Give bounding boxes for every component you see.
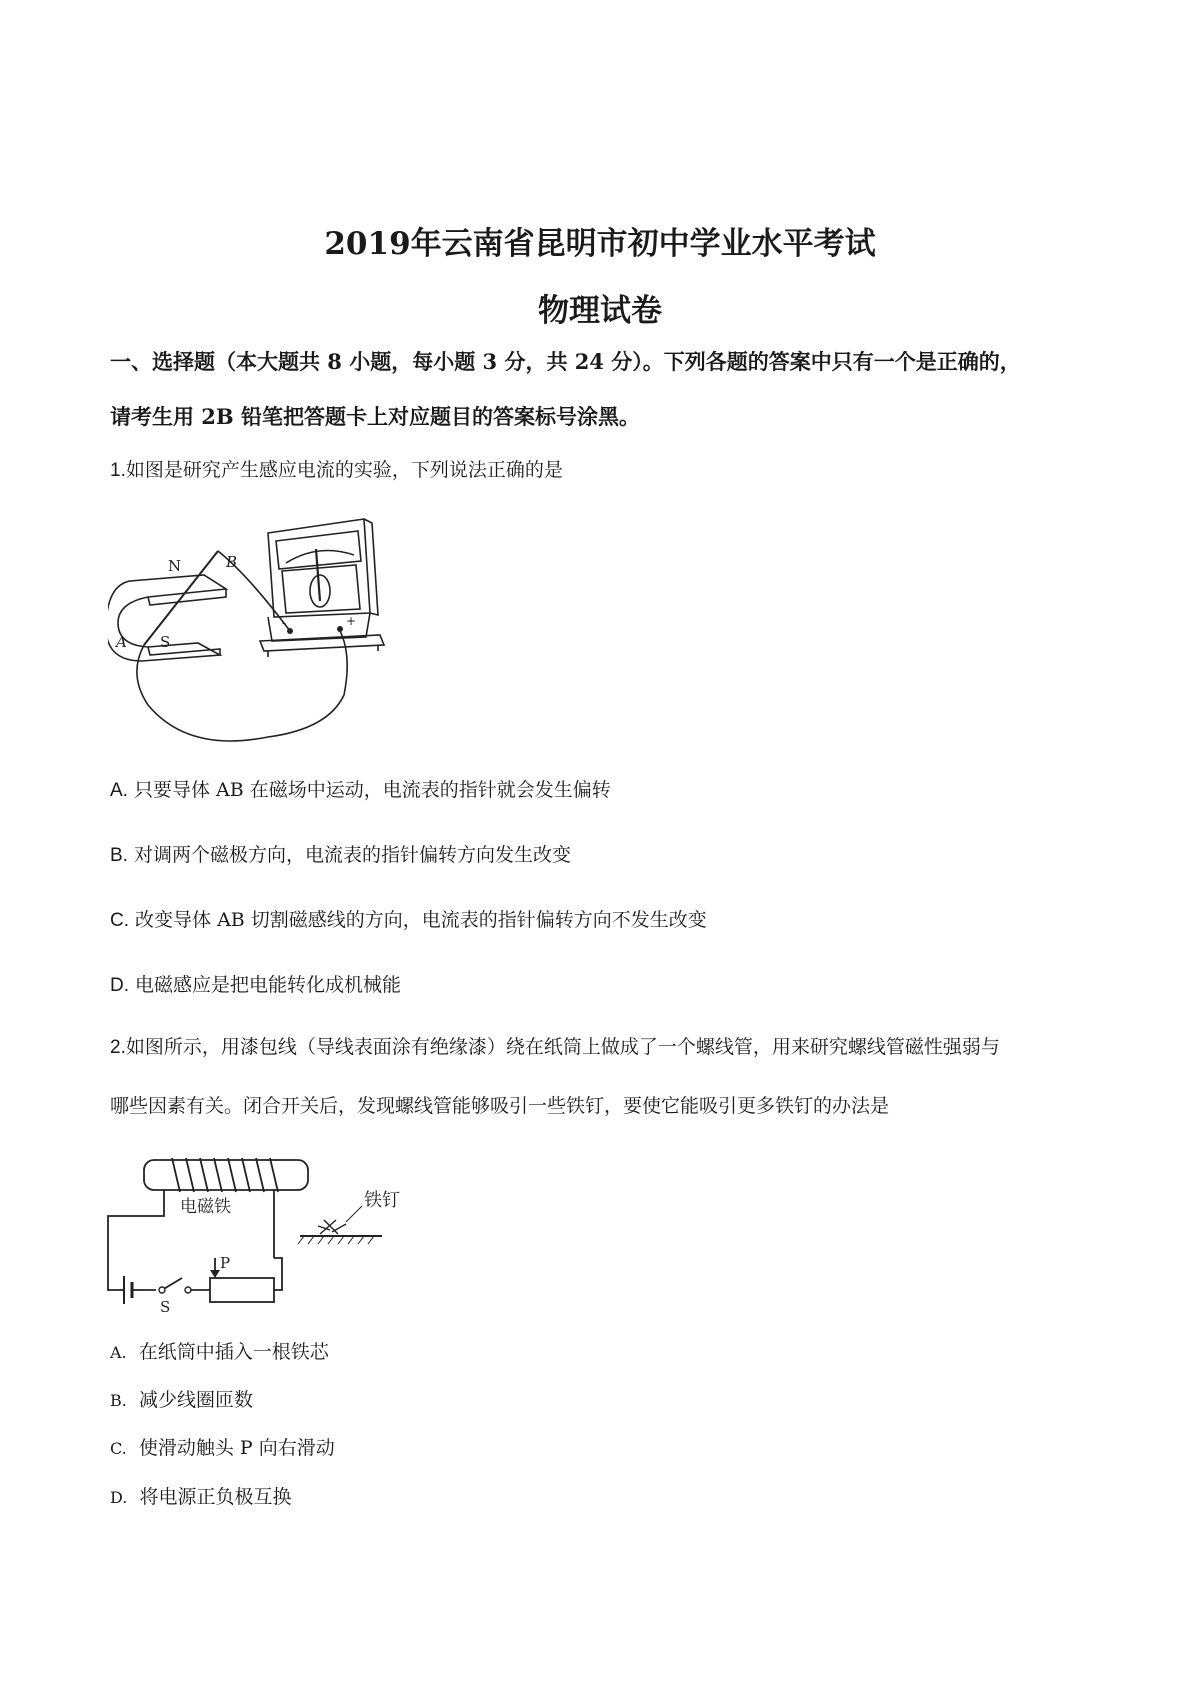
- rheostat: [210, 1278, 274, 1302]
- option-letter: D.: [110, 975, 129, 996]
- switch-contact: [185, 1287, 191, 1293]
- galvanometer-window: [282, 565, 360, 613]
- iron-nails: [318, 1220, 346, 1234]
- nail-label-leader: [346, 1206, 362, 1222]
- wire-left: [108, 1190, 164, 1290]
- exam-subtitle: 物理试卷: [538, 293, 662, 329]
- question-1-figure: [108, 505, 428, 760]
- nail-label: 铁钉: [364, 1190, 400, 1211]
- wire-rheostat-loop: [274, 1258, 282, 1290]
- table-hatching: [298, 1236, 374, 1244]
- solenoid-coil-turns: [172, 1158, 278, 1192]
- galvanometer-scale-arc: [286, 551, 354, 564]
- question-2-stem-line-2: 哪些因素有关。闭合开关后，发现螺线管能够吸引一些铁钉，要使它能吸引更多铁钉的办法是: [110, 1095, 890, 1117]
- question-2-number: 2.: [110, 1037, 126, 1058]
- question-1-number: 1.: [110, 460, 126, 481]
- question-2-option-a: [110, 1337, 329, 1364]
- meter-terminal-plus: [337, 626, 343, 632]
- section-instructions-line-1: 一、选择题（本大题共 8 小题，每小题 3 分，共 24 分）。下列各题的答案中只有一个是正确的，: [110, 349, 1021, 374]
- option-letter: C.: [110, 910, 129, 931]
- question-1-option-a: [110, 775, 611, 802]
- option-letter: A.: [110, 1343, 127, 1362]
- meter-label-minus: -: [282, 616, 287, 630]
- induction-apparatus-diagram: [108, 505, 428, 760]
- option-text: 只要导体 AB 在磁场中运动，电流表的指针就会发生偏转: [134, 779, 611, 801]
- solenoid-tube: [144, 1160, 308, 1190]
- option-letter: A.: [110, 780, 128, 801]
- switch-label-s: S: [160, 1298, 171, 1315]
- magnet-pole-s: S: [160, 633, 171, 651]
- galvanometer-case-side: [364, 519, 378, 615]
- option-letter: B.: [110, 845, 128, 866]
- question-2-option-d: [110, 1482, 291, 1509]
- option-text: 电磁感应是把电能转化成机械能: [135, 974, 402, 996]
- galvanometer-scale: [276, 531, 361, 569]
- question-2-option-c: [110, 1433, 335, 1460]
- conductor-label-b: B: [226, 553, 238, 571]
- meter-label-plus: +: [346, 614, 357, 628]
- switch-pivot: [159, 1287, 165, 1293]
- question-1-option-c: [110, 905, 707, 932]
- option-text: 将电源正负极互换: [139, 1486, 292, 1508]
- option-text: 对调两个磁极方向，电流表的指针偏转方向发生改变: [134, 844, 572, 866]
- conductor-label-a: A: [116, 633, 127, 651]
- option-letter: D.: [110, 1488, 128, 1507]
- question-1-text: 如图是研究产生感应电流的实验，下列说法正确的是: [125, 459, 563, 481]
- question-2-figure: [100, 1140, 430, 1315]
- option-text: 使滑动触头 P 向右滑动: [138, 1437, 335, 1459]
- question-2-text-1: 如图所示，用漆包线（导线表面涂有绝缘漆）绕在纸筒上做成了一个螺线管，用来研究螺线管磁性强弱与: [125, 1036, 1000, 1058]
- option-text: 减少线圈匝数: [138, 1389, 253, 1411]
- question-1-stem: [110, 455, 563, 482]
- question-2-option-b: [110, 1385, 253, 1412]
- slider-label-p: P: [220, 1254, 231, 1272]
- magnet-pole-n: N: [168, 557, 182, 575]
- question-2-stem-line-1: [110, 1032, 1000, 1059]
- option-text: 在纸筒中插入一根铁芯: [138, 1341, 329, 1363]
- option-letter: C.: [110, 1439, 127, 1458]
- exam-title: 2019年云南省昆明市初中学业水平考试: [324, 226, 876, 262]
- option-text: 改变导体 AB 切割磁感线的方向，电流表的指针偏转方向不发生改变: [135, 909, 707, 931]
- meter-terminal-minus: [287, 628, 293, 634]
- question-1-option-b: [110, 840, 571, 867]
- electromagnet-circuit-diagram: [100, 1140, 430, 1315]
- electromagnet-label: 电磁铁: [180, 1197, 231, 1217]
- option-letter: B.: [110, 1391, 127, 1410]
- section-instructions-line-2: 请考生用 2B 铅笔把答题卡上对应题目的答案标号涂黑。: [110, 404, 640, 429]
- question-1-option-d: [110, 970, 401, 997]
